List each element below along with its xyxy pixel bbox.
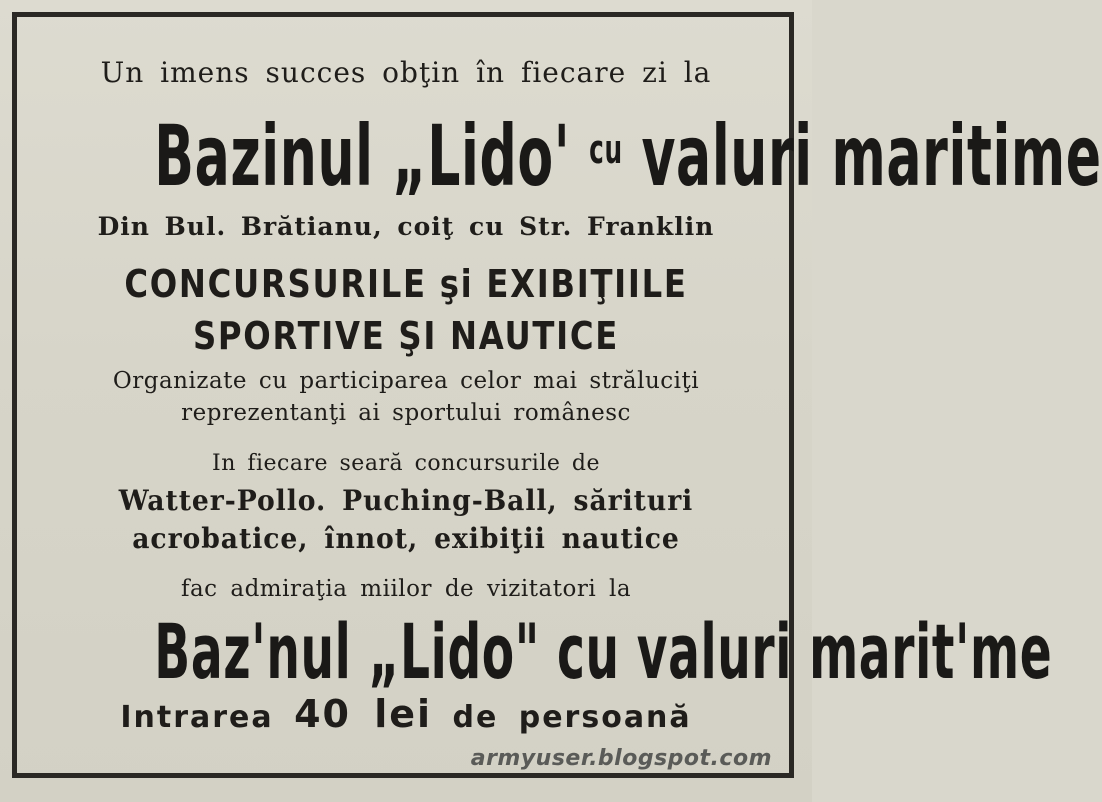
admiration-text: fac admiraţia miilor de vizitatori la xyxy=(180,576,632,602)
headline-primary xyxy=(154,102,1102,205)
evening-text: In fiecare seară concursurile de xyxy=(212,451,600,476)
headline-primary-part2: valuri maritime xyxy=(641,107,1102,205)
headline-primary-part1: Bazinul „Lido' xyxy=(154,107,571,205)
blog-watermark: armyuser.blogspot.com xyxy=(470,746,772,771)
address-text: Din Bul. Brătianu, coiţ cu Str. Franklin xyxy=(97,212,715,241)
entry-price: 40 lei xyxy=(294,692,433,736)
contests-heading-line2: SPORTIVE ŞI NAUTICE xyxy=(192,314,620,358)
headline-secondary: Baz'nul „Lido" cu valuri marit'me xyxy=(154,607,1053,696)
sports-list-line1: Watter-Pollo. Puching-Ball, sărituri xyxy=(118,484,694,517)
organized-line2: reprezentanţi ai sportului românesc xyxy=(181,400,631,426)
contests-heading-line1: CONCURSURILE şi EXIBIŢIILE xyxy=(124,262,688,306)
sports-list-line2: acrobatice, înnot, exibiţii nautice xyxy=(132,522,680,555)
headline-primary-cu: cu xyxy=(589,127,623,173)
entry-suffix: de persoană xyxy=(452,700,692,735)
entry-label: Intrarea xyxy=(120,700,274,735)
organized-line1: Organizate cu participarea celor mai străluciţi xyxy=(112,368,700,394)
entry-price-line xyxy=(0,692,812,736)
intro-text: Un imens succes obţin în fiecare zi la xyxy=(100,56,712,89)
